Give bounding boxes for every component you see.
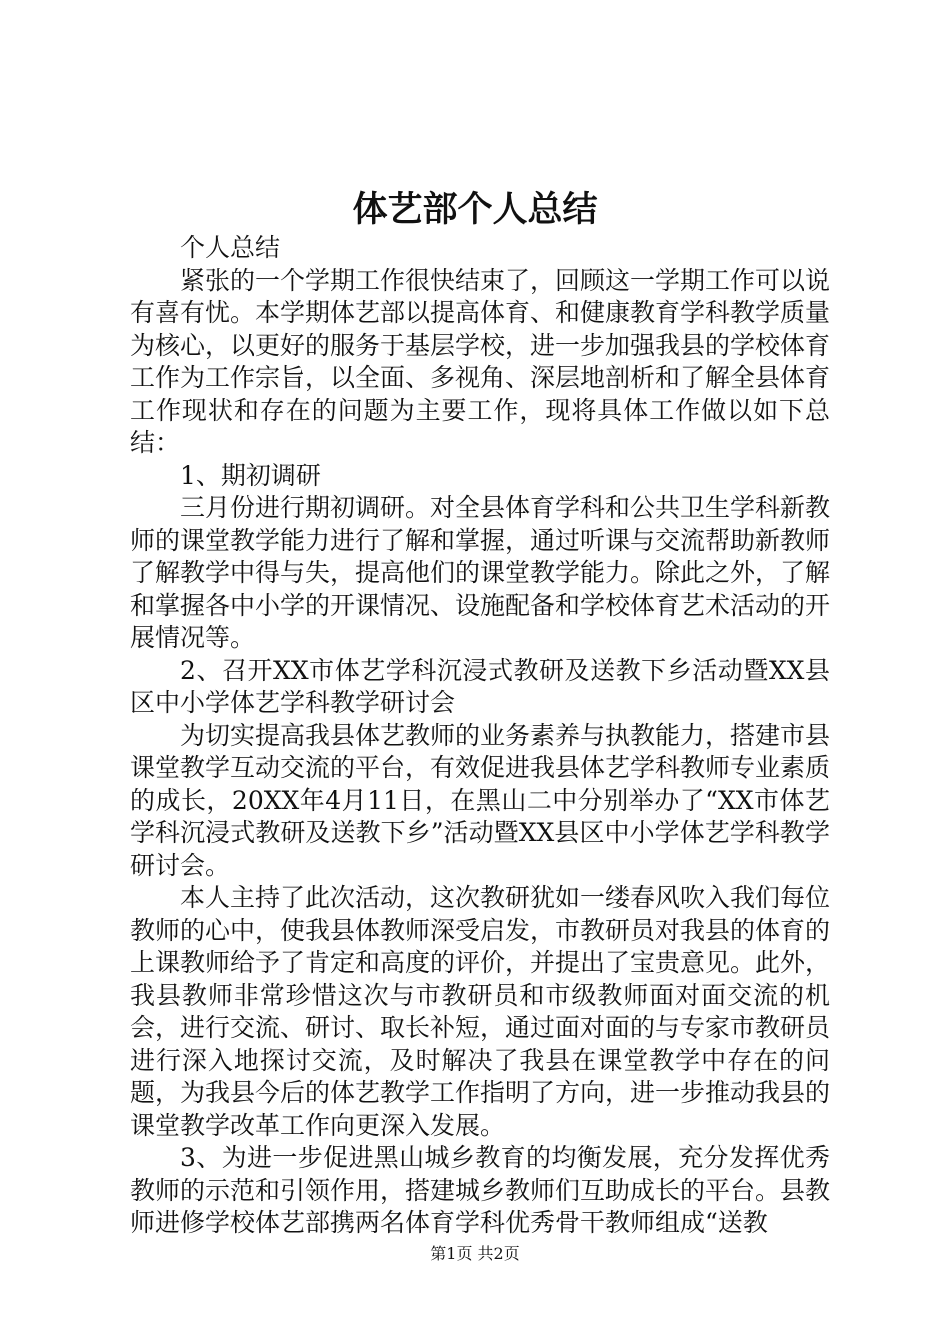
page-number-footer: 第1页 共2页	[430, 1244, 520, 1263]
document-body	[130, 232, 830, 1240]
section-heading-2: 2、召开XX市体艺学科沉浸式教研及送教下乡活动暨XX县区中小学体艺学科教学研讨会	[130, 655, 830, 717]
paragraph-heading: 个人总结	[180, 233, 281, 262]
paragraph-intro: 紧张的一个学期工作很快结束了，回顾这一学期工作可以说有喜有忧。本学期体艺部以提高体育、和健康教育学科教学质量为核心，以更好的服务于基层学校，进一步加强我县的学校体育工作为工作宗旨，以全面、多视角、深层地剖析和了解全县体育工作现状和存在的问题为主要工作，现将具体工作做以如下总结：	[130, 265, 831, 457]
paragraph-section-2a: 为切实提高我县体艺教师的业务素养与执教能力，搭建市县课堂教学互动交流的平台，有效促进我县体艺学科教师专业素质的成长，20XX年4月11日，在黑山二中分别举办了“XX市体艺学科沉浸式教研及送教下乡”活动暨XX县区中小学体艺学科教学研讨会。	[130, 720, 831, 880]
section-heading-1: 1、期初调研	[180, 460, 321, 490]
paragraph-section-2b: 本人主持了此次活动，这次教研犹如一缕春风吹入我们每位教师的心中，使我县体教师深受启发，市教研员对我县的体育的上课教师给予了肯定和高度的评价，并提出了宝贵意见。此外，我县教师非常珍惜这次与市教研员和市级教师面对面交流的机会，进行交流、研讨、取长补短，通过面对面的与专家市教研员进行深入地探讨交流，及时解决了我县在课堂教学中存在的问题，为我县今后的体艺教学工作指明了方向，进一步推动我县的课堂教学改革工作向更深入发展。	[130, 883, 831, 1140]
paragraph-section-3: 3、为进一步促进黑山城乡教育的均衡发展，充分发挥优秀教师的示范和引领作用，搭建城乡教师们互助成长的平台。县教师进修学校体艺部携两名体育学科优秀骨干教师组成“送教	[130, 1143, 831, 1237]
paragraph-section-1: 三月份进行期初调研。对全县体育学科和公共卫生学科新教师的课堂教学能力进行了解和掌握，通过听课与交流帮助新教师了解教学中得与失，提高他们的课堂教学能力。除此之外，了解和掌握各中小学的开课情况、设施配备和学校体育艺术活动的开展情况等。	[130, 493, 831, 652]
document-title: 体艺部个人总结	[352, 190, 598, 230]
